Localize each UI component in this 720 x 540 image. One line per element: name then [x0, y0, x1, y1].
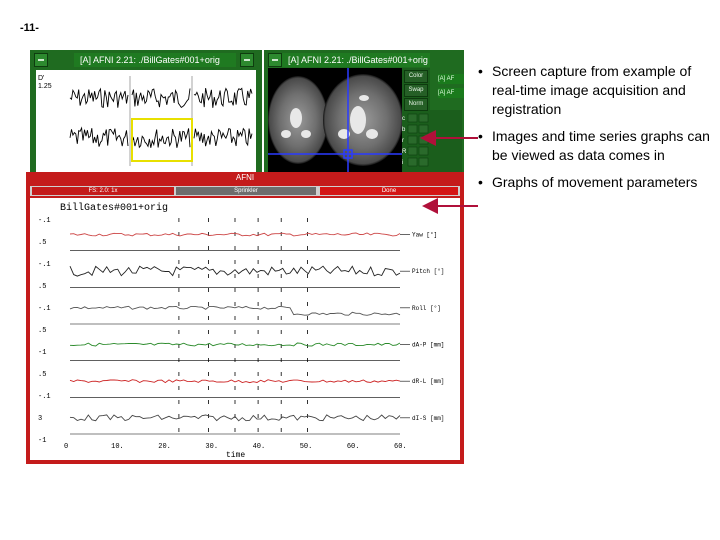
y-tick-label: 3 [38, 415, 43, 423]
x-tick-label: 20. [158, 443, 171, 451]
tab-fs[interactable]: FS: 2.0: 1x [32, 187, 174, 195]
time-series-grid [70, 76, 252, 166]
series-label: dI-S [mm] [412, 414, 445, 422]
voxel-time-series [70, 89, 128, 108]
movement-plot-svg [30, 198, 460, 460]
swap-button[interactable]: Swap [404, 84, 428, 97]
y-tick-label: .5 [38, 239, 47, 247]
x-axis-label: time [226, 451, 246, 460]
movement-window-title[interactable]: AFNI [26, 172, 464, 184]
norm-button[interactable]: Norm [404, 98, 428, 111]
selected-voxel-box [132, 119, 192, 161]
y-tick-label: .5 [38, 371, 47, 379]
time-series-svg [36, 70, 256, 172]
movement-series-line [70, 306, 400, 315]
y-tick-label: -.1 [38, 261, 51, 269]
grid-label-b: b [402, 127, 406, 133]
window-minimize-icon[interactable] [240, 53, 254, 67]
voxel-time-series [194, 129, 252, 147]
series-label: Yaw [°] [412, 231, 438, 239]
movement-series-group [70, 218, 400, 438]
y-tick-label: -.1 [38, 217, 51, 225]
bullet-list [470, 62, 710, 200]
image-window-title: [A] AFNI 2.21: ./BillGates#001+orig [282, 53, 444, 67]
grid-label-R: R [402, 149, 407, 155]
bullet-item: • Graphs of movement parameters [478, 174, 698, 190]
grid-label-i: i [402, 160, 404, 166]
graph-axis-label: D' [38, 75, 45, 82]
bullet-item: • Images and time series graphs can be viewed as data comes in [478, 128, 710, 163]
voxel-time-series [132, 128, 190, 147]
x-tick-label: 50. [299, 443, 313, 451]
done-button[interactable]: Done [320, 187, 458, 195]
tab-sprinkler[interactable]: Sprinkler [176, 187, 316, 195]
series-label: Pitch [°] [412, 268, 445, 276]
x-tick-label: 40. [252, 443, 266, 451]
afni-graph-window [30, 50, 262, 172]
series-label: Roll [°] [412, 304, 441, 312]
afni-controller-label-2[interactable]: [A] AF [438, 88, 464, 98]
series-label: dR-L [mm] [412, 378, 445, 386]
y-tick-label: -.1 [38, 393, 51, 401]
x-tick-label: 60. [394, 443, 407, 451]
movement-plot [30, 198, 460, 460]
voxel-time-series [70, 128, 128, 147]
grid-label-c: c [402, 116, 405, 122]
image-control-grid[interactable] [402, 112, 432, 170]
y-tick-label: -.1 [38, 305, 51, 313]
x-tick-label: 10. [111, 443, 124, 451]
movement-params-window [26, 172, 464, 464]
bullet-text-2: Images and time series graphs can be viewed as data comes in [492, 128, 710, 163]
window-menu-icon[interactable] [34, 53, 48, 67]
slide-number: -11- [20, 22, 39, 34]
bullet-text-1: Screen capture from example of real-time image acquisition and registration [492, 63, 692, 117]
voxel-time-series [194, 88, 252, 108]
y-tick-label: .5 [38, 327, 47, 335]
graph-axis-value: 1.25 [38, 83, 52, 90]
bullet-text-3: Graphs of movement parameters [492, 174, 698, 190]
y-tick-label: -1 [38, 437, 47, 445]
window-menu-icon[interactable] [268, 53, 282, 67]
movement-series-line [70, 380, 400, 383]
x-tick-label: 30. [205, 443, 219, 451]
x-tick-label: 60. [346, 443, 360, 451]
voxel-time-series [132, 89, 190, 108]
bullet-item: • Screen capture from example of real-time image acquisition and registration [478, 63, 692, 117]
time-series-graph[interactable] [36, 70, 256, 172]
afni-controller-label-1[interactable]: [A] AF [438, 74, 464, 84]
grid-label-r: r [402, 138, 404, 144]
movement-tabs [30, 186, 460, 196]
x-tick-label: 0 [64, 443, 69, 451]
graph-window-titlebar[interactable] [30, 50, 262, 68]
y-tick-label: .5 [38, 283, 47, 291]
brain-image-svg [268, 68, 402, 172]
color-button[interactable]: Color [404, 70, 428, 83]
graph-window-title: [A] AFNI 2.21: ./BillGates#001+orig [74, 53, 236, 67]
plot-title: BillGates#001+orig [60, 203, 169, 214]
brain-image-viewer[interactable] [268, 68, 402, 172]
series-label: dA-P [mm] [412, 341, 445, 349]
y-tick-label: -1 [38, 349, 47, 357]
